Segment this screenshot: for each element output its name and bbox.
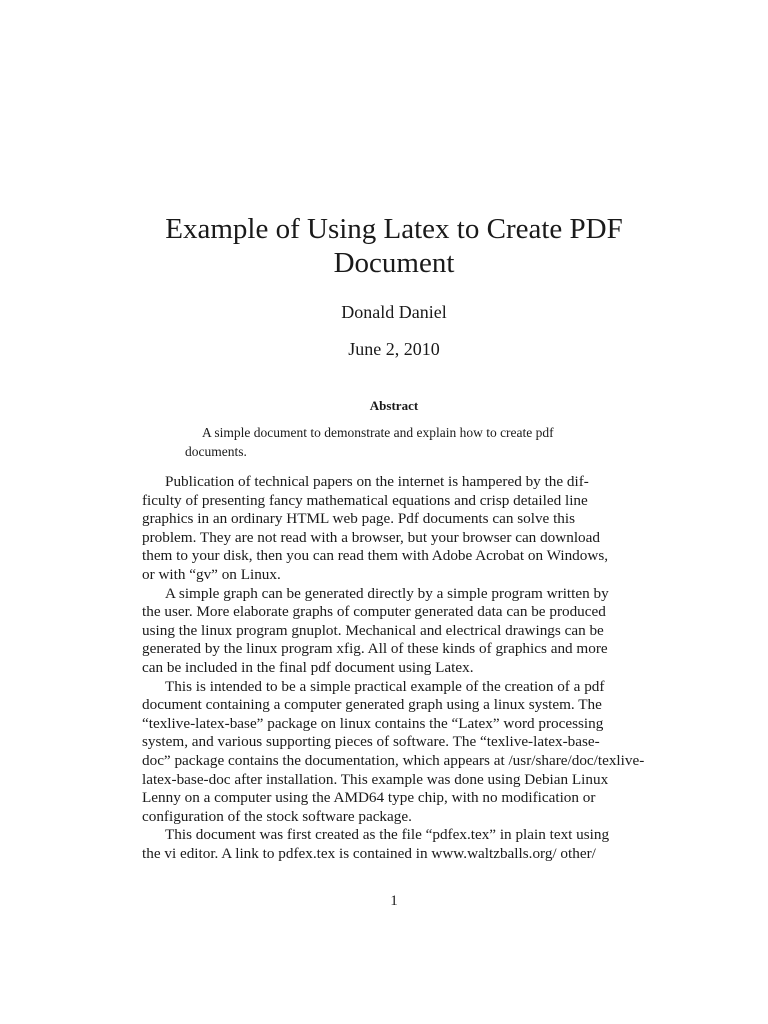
abstract-body bbox=[185, 423, 605, 461]
author-name: Donald Daniel bbox=[341, 302, 447, 322]
body-line: generated by the linux program xfig. All of these kinds of graphics and more bbox=[142, 640, 608, 658]
body-line: the vi editor. A link to pdfex.tex is contained in www.waltzballs.org/ other/ bbox=[142, 844, 596, 862]
body-line: graphics in an ordinary HTML web page. Pdf documents can solve this bbox=[142, 510, 576, 528]
body-line: using the linux program gnuplot. Mechanical and electrical drawings can be bbox=[142, 621, 604, 639]
document-title bbox=[0, 212, 768, 280]
document-date: June 2, 2010 bbox=[348, 339, 440, 359]
body-line: configuration of the stock software package. bbox=[142, 807, 412, 825]
body-line: document containing a computer generated graph using a linux system. The bbox=[142, 696, 602, 714]
body-line: system, and various supporting pieces of software. The “texlive-latex-base- bbox=[142, 733, 600, 751]
abstract-heading: Abstract bbox=[369, 398, 419, 413]
body-line: can be included in the final pdf document using Latex. bbox=[142, 658, 474, 676]
body-line: the user. More elaborate graphs of computer generated data can be produced bbox=[142, 603, 606, 621]
page-number: 1 bbox=[390, 893, 398, 909]
body-line: or with “gv” on Linux. bbox=[142, 565, 281, 583]
body-line: This is intended to be a simple practical example of the creation of a pdf bbox=[165, 677, 605, 695]
title-line-1: Example of Using Latex to Create PDF bbox=[165, 213, 623, 245]
abstract-line: documents. bbox=[185, 444, 247, 459]
body-line: This document was first created as the file “pdfex.tex” in plain text using bbox=[165, 826, 610, 844]
body-line: A simple graph can be generated directly by a simple program written by bbox=[165, 584, 609, 602]
body-line: latex-base-doc after installation. This example was done using Debian Linux bbox=[142, 770, 609, 788]
body-line: problem. They are not read with a browser, but your browser can download bbox=[142, 528, 600, 546]
body-text bbox=[142, 473, 702, 863]
body-line: them to your disk, then you can read them with Adobe Acrobat on Windows, bbox=[142, 547, 609, 565]
body-line: Publication of technical papers on the internet is hampered by the dif- bbox=[165, 473, 589, 490]
body-line: Lenny on a computer using the AMD64 type chip, with no modification or bbox=[142, 789, 596, 807]
body-line: doc” package contains the documentation, which appears at /usr/share/doc/texlive- bbox=[142, 751, 645, 769]
abstract-line: A simple document to demonstrate and explain how to create pdf bbox=[202, 425, 554, 440]
body-line: “texlive-latex-base” package on linux contains the “Latex” word processing bbox=[142, 714, 604, 732]
title-line-2: Document bbox=[333, 247, 455, 279]
body-line: ficulty of presenting fancy mathematical equations and crisp detailed line bbox=[142, 491, 588, 509]
